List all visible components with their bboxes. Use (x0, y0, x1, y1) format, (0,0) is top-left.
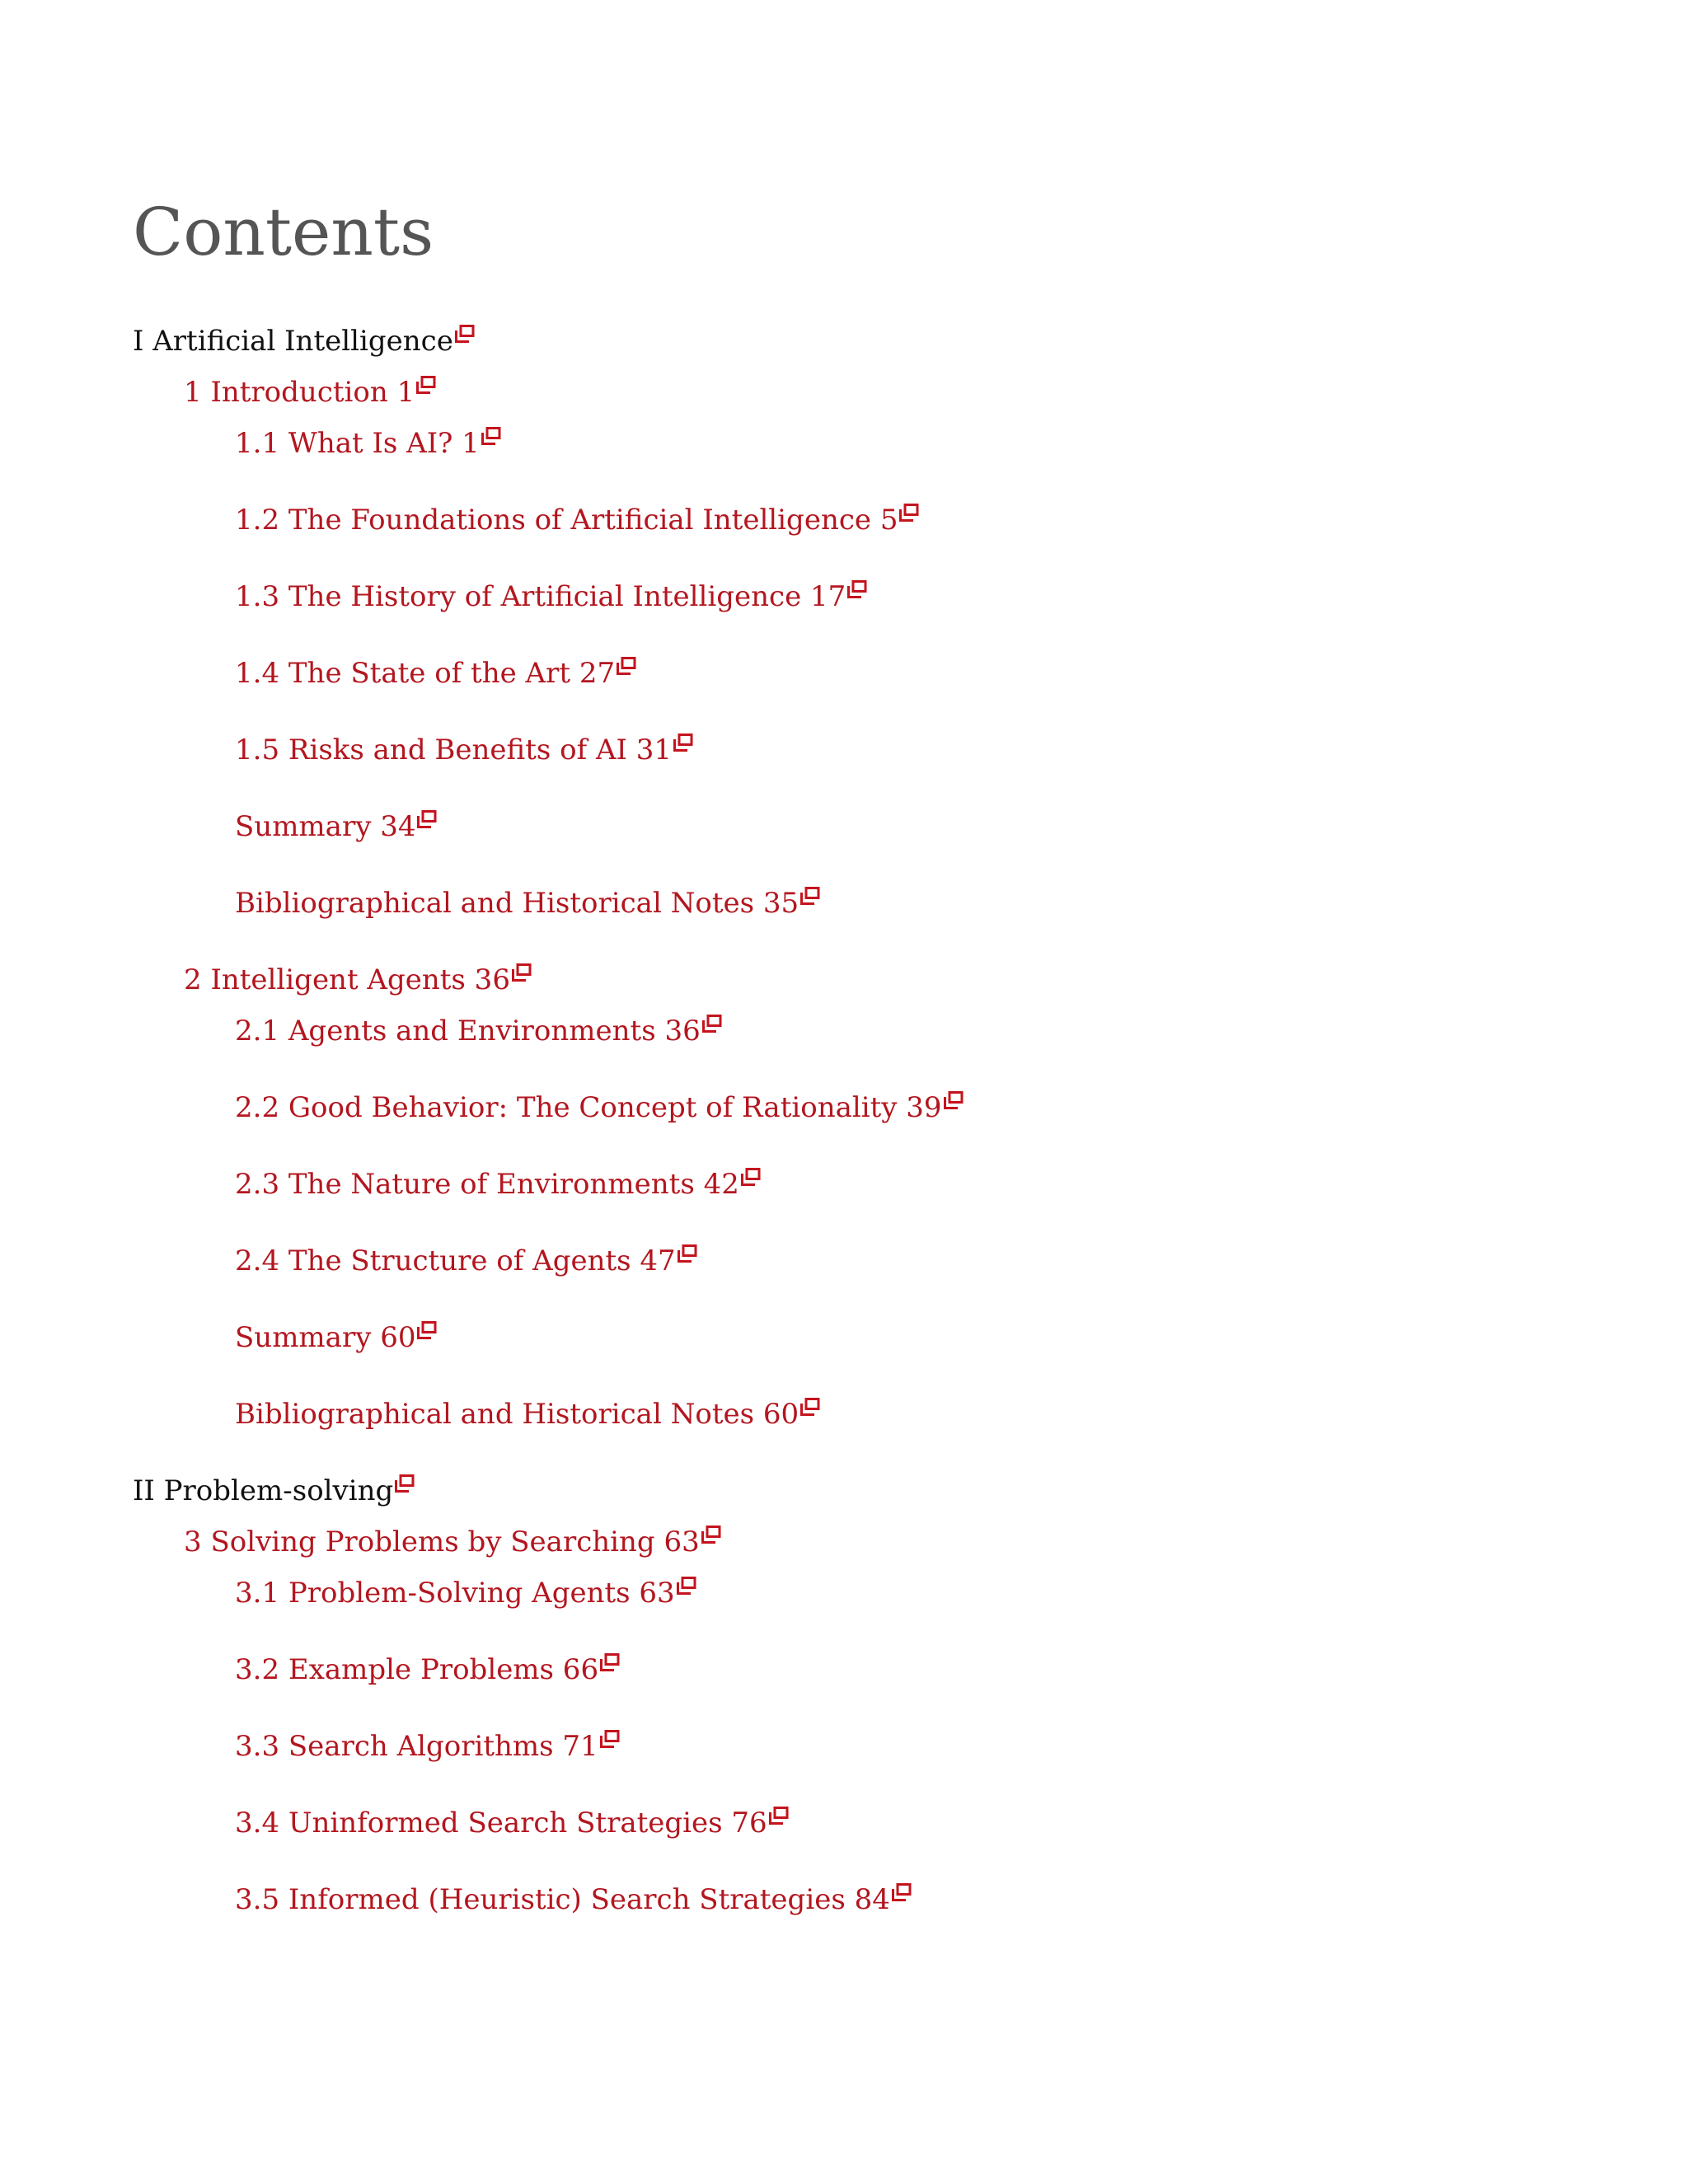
toc-section-link[interactable] (235, 1319, 437, 1356)
toc-entry-label: II Problem-solving (133, 1474, 394, 1507)
toc-section-link[interactable] (235, 1090, 964, 1126)
toc-entry-label: Bibliographical and Historical Notes 60 (235, 1398, 799, 1431)
toc-entry-label: 2 Intelligent Agents 36 (184, 963, 510, 996)
external-link-icon (600, 1653, 620, 1671)
toc-entry-label: 3.4 Uninformed Search Strategies 76 (235, 1807, 767, 1840)
toc-section-link[interactable] (235, 1805, 789, 1841)
external-link-icon (800, 1398, 820, 1416)
toc-entry-label: 2.1 Agents and Environments 36 (235, 1015, 701, 1047)
external-link-icon (417, 810, 437, 828)
toc-section-link[interactable] (235, 1396, 820, 1432)
external-link-icon (847, 580, 867, 598)
toc-chapter-link[interactable] (184, 1524, 721, 1560)
toc-section-link[interactable] (235, 732, 693, 768)
toc-entry-label: 1 Introduction 1 (184, 376, 415, 409)
external-link-icon (481, 427, 501, 445)
toc-section-link[interactable] (235, 579, 867, 615)
toc-part-link[interactable] (133, 323, 475, 359)
toc-entry-label: 2.2 Good Behavior: The Concept of Rationality 39 (235, 1091, 942, 1124)
toc-entry-label: 3.5 Informed (Heuristic) Search Strategies 84 (235, 1883, 890, 1916)
external-link-icon (741, 1168, 761, 1186)
external-link-icon (417, 1321, 437, 1339)
external-link-icon (800, 887, 820, 905)
toc-section-link[interactable] (235, 1243, 697, 1279)
toc-entry-label: 3 Solving Problems by Searching 63 (184, 1526, 700, 1558)
toc-entry-label: 1.4 The State of the Art 27 (235, 657, 616, 690)
toc-entry-label: 1.3 The History of Artificial Intelligence 17 (235, 580, 846, 613)
toc-entry-label: 1.1 What Is AI? 1 (235, 427, 480, 460)
external-link-icon (617, 657, 636, 675)
toc-part-link[interactable] (133, 1473, 415, 1509)
external-link-icon (395, 1474, 415, 1493)
external-link-icon (892, 1883, 912, 1901)
external-link-icon (512, 963, 532, 982)
toc-section-link[interactable] (235, 1166, 761, 1202)
toc-entry-label: Bibliographical and Historical Notes 35 (235, 887, 799, 920)
external-link-icon (678, 1244, 697, 1263)
toc-entry-label: 2.3 The Nature of Environments 42 (235, 1168, 739, 1201)
external-link-icon (677, 1577, 696, 1595)
external-link-icon (455, 325, 475, 343)
toc-section-link[interactable] (235, 425, 501, 462)
toc-entry-label: 1.5 Risks and Benefits of AI 31 (235, 733, 673, 766)
external-link-icon (899, 504, 919, 522)
toc-section-link[interactable] (235, 885, 820, 921)
toc-section-link[interactable] (235, 1013, 722, 1049)
toc-section-link[interactable] (235, 655, 636, 691)
toc-entry-label: I Artificial Intelligence (133, 325, 453, 358)
external-link-icon (769, 1807, 789, 1825)
toc-entry-label: 3.1 Problem-Solving Agents 63 (235, 1577, 675, 1610)
page-title: Contents (133, 194, 434, 270)
toc-section-link[interactable] (235, 1652, 620, 1688)
toc-entry-label: 1.2 The Foundations of Artificial Intelligence 5 (235, 504, 898, 537)
toc-section-link[interactable] (235, 1728, 620, 1765)
toc-entry-label: 3.3 Search Algorithms 71 (235, 1730, 598, 1763)
toc-section-link[interactable] (235, 1882, 912, 1918)
external-link-icon (416, 376, 436, 394)
toc-chapter-link[interactable] (184, 962, 532, 998)
toc-entry-label: Summary 34 (235, 810, 416, 843)
external-link-icon (673, 733, 693, 752)
external-link-icon (702, 1015, 722, 1033)
toc-chapter-link[interactable] (184, 374, 436, 410)
toc-section-link[interactable] (235, 502, 919, 538)
external-link-icon (944, 1091, 964, 1109)
toc-entry-label: 2.4 The Structure of Agents 47 (235, 1244, 676, 1277)
external-link-icon (701, 1526, 721, 1544)
toc-entry-label: Summary 60 (235, 1321, 416, 1354)
toc-entry-label: 3.2 Example Problems 66 (235, 1653, 599, 1686)
toc-section-link[interactable] (235, 1575, 696, 1611)
external-link-icon (600, 1730, 620, 1748)
toc-section-link[interactable] (235, 808, 437, 845)
